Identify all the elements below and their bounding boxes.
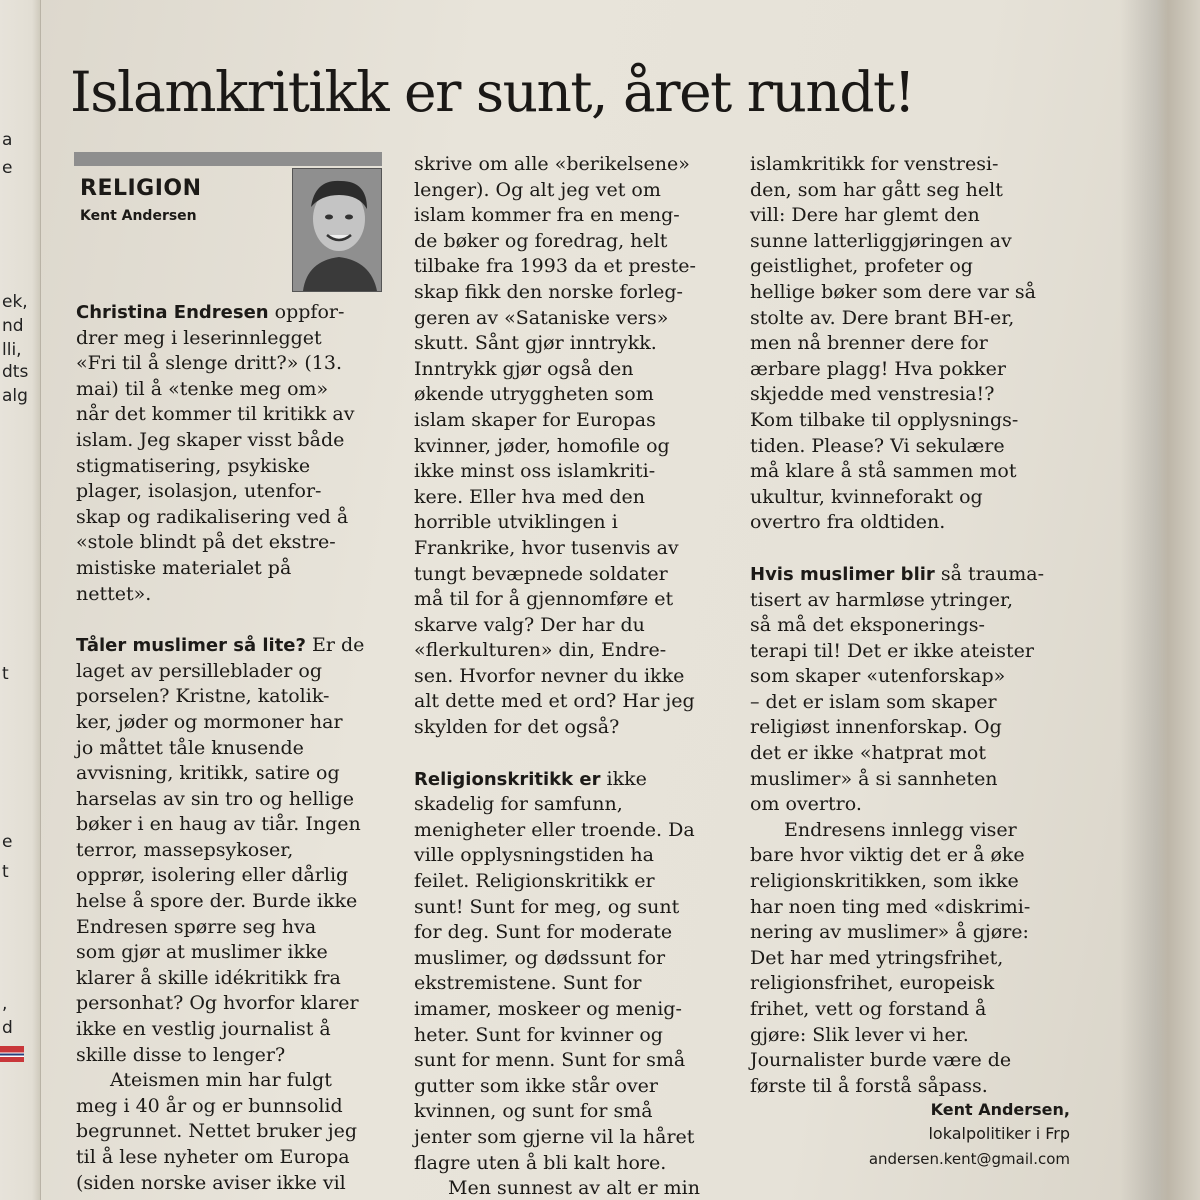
line-text: – det er islam som skaper — [750, 690, 997, 713]
line-text: ville opplysningstiden ha — [414, 844, 654, 867]
adjacent-page-fragment: lli, — [2, 340, 22, 360]
paragraph-lead: Christina Endresen — [76, 302, 269, 323]
norwegian-flag-icon — [0, 1046, 24, 1062]
line-text: men nå brenner dere for — [750, 332, 988, 355]
line-text: sen. Hvorfor nevner du ikke — [414, 664, 685, 687]
page-fold-shadow — [1120, 0, 1200, 1200]
article-line — [750, 1023, 1050, 1049]
article-line — [750, 997, 1050, 1023]
article-line — [750, 792, 1050, 818]
article-line — [750, 818, 1050, 844]
article-line — [414, 229, 714, 255]
article-line — [750, 613, 1050, 639]
section-label: RELIGION — [80, 176, 202, 201]
article-line — [76, 1017, 376, 1043]
line-text: når det kommer til kritikk av — [76, 403, 355, 426]
line-text: vill: Dere har glemt den — [750, 204, 980, 227]
author-photo — [292, 168, 382, 292]
line-text: sunt! Sunt for meg, og sunt — [414, 895, 680, 918]
line-text: første til å forstå såpass. — [750, 1074, 988, 1097]
article-line — [750, 690, 1050, 716]
adjacent-page-fragment: alg — [2, 386, 28, 406]
paragraph-gap — [750, 536, 1050, 562]
article-line — [76, 351, 376, 377]
article-line — [750, 895, 1050, 921]
line-text: Ateismen min har fulgt — [110, 1069, 332, 1092]
article-line — [76, 889, 376, 915]
article-line — [414, 689, 714, 715]
line-text: ekstremistene. Sunt for — [414, 972, 642, 995]
line-text: religionsfrihet, europeisk — [750, 972, 995, 995]
article-line — [750, 510, 1050, 536]
article-line — [414, 895, 714, 921]
article-line — [76, 1094, 376, 1120]
article-line — [76, 736, 376, 762]
article-line — [750, 1074, 1050, 1100]
line-text: for deg. Sunt for moderate — [414, 921, 673, 944]
article-line — [414, 254, 714, 280]
article-line — [750, 971, 1050, 997]
line-text: Frankrike, hvor tusenvis av — [414, 536, 679, 559]
adjacent-page-fragment: e — [2, 158, 13, 178]
line-text: tiden. Please? Vi sekulære — [750, 434, 1005, 457]
line-text: skutt. Sånt gjør inntrykk. — [414, 332, 657, 355]
line-text: religionskritikken, som ikke — [750, 870, 1019, 893]
adjacent-page-fragment: , — [2, 994, 8, 1014]
line-text: Inntrykk gjør også den — [414, 357, 634, 380]
article-line — [750, 178, 1050, 204]
article-line — [76, 1119, 376, 1145]
line-text: skap og radikalisering ved å — [76, 505, 349, 528]
line-text: overtro fra oldtiden. — [750, 511, 946, 534]
article-line — [750, 280, 1050, 306]
article-line — [414, 587, 714, 613]
line-text: drer meg i leserinnlegget — [76, 326, 322, 349]
article-line — [414, 382, 714, 408]
line-text: Endresens innlegg viser — [784, 818, 1017, 841]
line-text: begrunnet. Nettet bruker jeg — [76, 1120, 358, 1143]
line-text: som skaper «utenforskap» — [750, 665, 1006, 688]
line-text: frihet, vett og forstand å — [750, 998, 987, 1020]
article-line — [414, 1099, 714, 1125]
line-text: opprør, isolering eller dårlig — [76, 864, 349, 887]
adjacent-page-fragment: e — [2, 832, 13, 852]
article-line — [76, 838, 376, 864]
line-text: ukultur, kvinneforakt og — [750, 485, 983, 508]
line-text: kvinner, jøder, homofile og — [414, 434, 670, 457]
article-line — [414, 920, 714, 946]
line-text: alt dette med et ord? Har jeg — [414, 690, 695, 713]
line-text: «flerkulturen» din, Endre- — [414, 639, 667, 662]
line-text: tisert av harmløse ytringer, — [750, 588, 1013, 611]
article-line — [414, 1074, 714, 1100]
article-line — [76, 530, 376, 556]
article-line — [750, 767, 1050, 793]
article-line — [414, 280, 714, 306]
article-line — [76, 812, 376, 838]
article-line — [414, 664, 714, 690]
article-line — [414, 1048, 714, 1074]
line-text: geistlighet, profeter og — [750, 255, 973, 278]
line-text: som gjør at muslimer ikke — [76, 941, 328, 964]
line-text: jenter som gjerne vil la håret — [414, 1125, 695, 1148]
article-line — [750, 1048, 1050, 1074]
line-text: jo måttet tåle knusende — [76, 736, 304, 759]
line-text: skadelig for samfunn, — [414, 793, 623, 816]
line-text: stolte av. Dere brant BH-er, — [750, 306, 1015, 329]
line-text: de bøker og foredrag, helt — [414, 229, 668, 252]
line-text: mistiske materialet på — [76, 556, 292, 579]
line-text: har noen ting med «diskrimi- — [750, 895, 1031, 918]
article-line — [750, 869, 1050, 895]
line-text: avvisning, kritikk, satire og — [76, 762, 340, 785]
article-line — [414, 1125, 714, 1151]
adjacent-page-fragment: nd — [2, 316, 24, 336]
article-line — [414, 715, 714, 741]
article-line — [76, 633, 376, 659]
line-text: ker, jøder og mormoner har — [76, 710, 343, 733]
line-text: Men sunnest av alt er min — [448, 1177, 700, 1200]
article-line — [750, 408, 1050, 434]
line-text: mai) til å «tenke meg om» — [76, 377, 329, 400]
line-text: islamkritikk for venstresi- — [750, 153, 999, 175]
paragraph-lead: Hvis muslimer blir — [750, 563, 935, 585]
paragraph-lead: Religionskritikk er — [414, 768, 601, 790]
article-line — [414, 613, 714, 639]
article-line — [750, 357, 1050, 383]
adjacent-page-fragment: dts — [2, 362, 29, 382]
article-column-3 — [750, 152, 1050, 1099]
article-line — [76, 556, 376, 582]
line-text: islam. Jeg skaper visst både — [76, 428, 345, 451]
line-text: sunt for menn. Sunt for små — [414, 1049, 686, 1072]
line-text: bøker i en haug av tiår. Ingen — [76, 813, 361, 836]
article-line — [414, 536, 714, 562]
article-line — [414, 792, 714, 818]
line-text: helse å spore der. Burde ikke — [76, 890, 358, 913]
line-text: nettet». — [76, 582, 152, 605]
article-line — [750, 306, 1050, 332]
line-text: til å lese nyheter om Europa — [76, 1146, 350, 1168]
line-text: Er de — [305, 634, 365, 657]
article-line — [76, 659, 376, 685]
article-line — [76, 454, 376, 480]
article-line — [76, 505, 376, 531]
article-line — [750, 254, 1050, 280]
line-text: ikke en vestlig journalist å — [76, 1018, 331, 1041]
article-line — [750, 203, 1050, 229]
line-text: ikke — [600, 767, 647, 790]
adjacent-page-edge — [0, 0, 41, 1200]
line-text: så trauma- — [934, 562, 1044, 585]
line-text: kvinnen, og sunt for små — [414, 1100, 653, 1123]
article-line — [414, 152, 714, 178]
article-line — [750, 946, 1050, 972]
article-line — [414, 408, 714, 434]
article-line — [750, 664, 1050, 690]
article-line — [414, 638, 714, 664]
article-line — [750, 382, 1050, 408]
line-text: islam kommer fra en meng- — [414, 204, 680, 227]
line-text: må til for å gjennomføre et — [414, 588, 674, 611]
article-line — [750, 331, 1050, 357]
line-text: tungt bevæpnede soldater — [414, 562, 668, 585]
line-text: meg i 40 år og er bunnsolid — [76, 1094, 343, 1117]
line-text: muslimer» å si sannheten — [750, 767, 998, 790]
article-line — [76, 1043, 376, 1069]
line-text: den, som har gått seg helt — [750, 178, 1003, 201]
line-text: religiøst innenforskap. Og — [750, 716, 1002, 739]
article-line — [414, 510, 714, 536]
line-text: plager, isolasjon, utenfor- — [76, 480, 322, 503]
article-line — [414, 1151, 714, 1177]
adjacent-page-fragment: t — [2, 664, 9, 684]
line-text: harselas av sin tro og hellige — [76, 787, 354, 810]
article-line — [414, 459, 714, 485]
article-line — [414, 434, 714, 460]
article-line — [414, 843, 714, 869]
line-text: gutter som ikke står over — [414, 1074, 659, 1097]
article-line — [76, 915, 376, 941]
article-line — [414, 178, 714, 204]
article-line — [414, 869, 714, 895]
line-text: klarer å skille idékritikk fra — [76, 966, 341, 989]
column-byline: Kent Andersen — [80, 208, 197, 224]
article-line — [76, 761, 376, 787]
article-line — [414, 357, 714, 383]
line-text: skjedde med venstresia!? — [750, 383, 995, 406]
line-text: må klare å stå sammen mot — [750, 460, 1017, 483]
paragraph-gap — [76, 607, 376, 633]
article-line — [76, 1068, 376, 1094]
article-line — [750, 152, 1050, 178]
line-text: skap fikk den norske forleg- — [414, 280, 683, 303]
line-text: skarve valg? Der har du — [414, 613, 645, 636]
signature-email[interactable]: andersen.kent@gmail.com — [868, 1150, 1070, 1168]
article-line — [414, 485, 714, 511]
article-line — [414, 1176, 714, 1200]
line-text: geren av «Sataniske vers» — [414, 306, 669, 329]
article-line — [76, 710, 376, 736]
line-text: kere. Eller hva med den — [414, 485, 645, 508]
line-text: skylden for det også? — [414, 716, 620, 739]
article-line — [414, 997, 714, 1023]
article-line — [414, 767, 714, 793]
line-text: laget av persilleblader og — [76, 659, 322, 682]
line-text: Endresen spørre seg hva — [76, 915, 317, 938]
line-text: lenger). Og alt jeg vet om — [414, 178, 661, 201]
headline: Islamkritikk er sunt, året rundt! — [70, 60, 915, 124]
article-line — [76, 966, 376, 992]
line-text: feilet. Religionskritikk er — [414, 870, 655, 893]
line-text: bare hvor viktig det er å øke — [750, 844, 1025, 867]
paragraph-gap — [414, 741, 714, 767]
article-line — [414, 306, 714, 332]
article-line — [750, 434, 1050, 460]
author-portrait-icon — [293, 169, 381, 291]
line-text: om overtro. — [750, 793, 862, 816]
article-line — [414, 203, 714, 229]
adjacent-page-fragment: a — [2, 130, 13, 150]
line-text: Det har med ytringsfrihet, — [750, 946, 1004, 969]
article-line — [750, 485, 1050, 511]
line-text: imamer, moskeer og menig- — [414, 998, 682, 1020]
line-text: muslimer, og dødssunt for — [414, 946, 666, 969]
line-text: «stole blindt på det ekstre- — [76, 531, 336, 554]
article-line — [414, 818, 714, 844]
article-line — [76, 402, 376, 428]
line-text: så må det eksponerings- — [750, 614, 985, 637]
article-line — [76, 582, 376, 608]
line-text: terapi til! Det er ikke ateister — [750, 639, 1034, 662]
article-line — [750, 229, 1050, 255]
line-text: porselen? Kristne, katolik- — [76, 685, 330, 708]
article-line — [76, 479, 376, 505]
line-text: skille disse to lenger? — [76, 1043, 286, 1066]
line-text: økende utryggheten som — [414, 383, 654, 406]
article-line — [76, 300, 376, 326]
article-line — [750, 639, 1050, 665]
line-text: ikke minst oss islamkriti- — [414, 460, 656, 483]
article-line — [76, 940, 376, 966]
line-text: Kom tilbake til opplysnings- — [750, 408, 1019, 431]
article-line — [76, 326, 376, 352]
line-text: islam skaper for Europas — [414, 408, 656, 431]
paragraph-lead: Tåler muslimer så lite? — [76, 635, 306, 657]
article-line — [76, 1145, 376, 1171]
line-text: personhat? Og hvorfor klarer — [76, 992, 359, 1015]
article-line — [750, 562, 1050, 588]
section-bar — [74, 152, 382, 166]
article-line — [76, 1171, 376, 1197]
article-line — [414, 971, 714, 997]
adjacent-page-fragment: t — [2, 862, 9, 882]
article-line — [76, 684, 376, 710]
article-line — [414, 946, 714, 972]
line-text: terror, massepsykoser, — [76, 838, 294, 861]
line-text: Journalister burde være de — [750, 1049, 1012, 1072]
line-text: menigheter eller troende. Da — [414, 818, 695, 841]
line-text: horrible utviklingen i — [414, 511, 618, 534]
article-line — [414, 562, 714, 588]
line-text: tilbake fra 1993 da et preste- — [414, 255, 696, 278]
article-line — [76, 428, 376, 454]
adjacent-page-fragment: d — [2, 1018, 13, 1038]
adjacent-page-fragment: ek, — [2, 292, 28, 312]
article-line — [76, 991, 376, 1017]
line-text: flagre uten å bli kalt hore. — [414, 1151, 667, 1174]
article-line — [750, 741, 1050, 767]
article-line — [414, 1023, 714, 1049]
line-text: «Fri til å slenge dritt?» (13. — [76, 352, 343, 375]
signature-role: lokalpolitiker i Frp — [928, 1124, 1070, 1143]
line-text: ærbare plagg! Hva pokker — [750, 357, 1006, 380]
line-text: (siden norske aviser ikke vil — [76, 1171, 346, 1194]
article-line — [76, 377, 376, 403]
article-line — [76, 863, 376, 889]
article-line — [750, 920, 1050, 946]
article-column-2 — [414, 152, 714, 1200]
line-text: gjøre: Slik lever vi her. — [750, 1023, 969, 1046]
line-text: sunne latterliggjøringen av — [750, 229, 1012, 252]
article-column-1 — [76, 300, 376, 1196]
line-text: det er ikke «hatprat mot — [750, 742, 986, 765]
signature-name: Kent Andersen, — [930, 1100, 1070, 1119]
article-line — [76, 787, 376, 813]
line-text: nering av muslimer» å gjøre: — [750, 921, 1029, 944]
article-line — [750, 459, 1050, 485]
article-line — [414, 331, 714, 357]
article-line — [750, 588, 1050, 614]
line-text: skrive om alle «berikelsene» — [414, 153, 690, 175]
article-line — [750, 715, 1050, 741]
line-text: oppfor- — [268, 301, 345, 323]
line-text: hellige bøker som dere var så — [750, 280, 1036, 303]
line-text: stigmatisering, psykiske — [76, 454, 311, 477]
line-text: heter. Sunt for kvinner og — [414, 1023, 663, 1046]
article-line — [750, 843, 1050, 869]
